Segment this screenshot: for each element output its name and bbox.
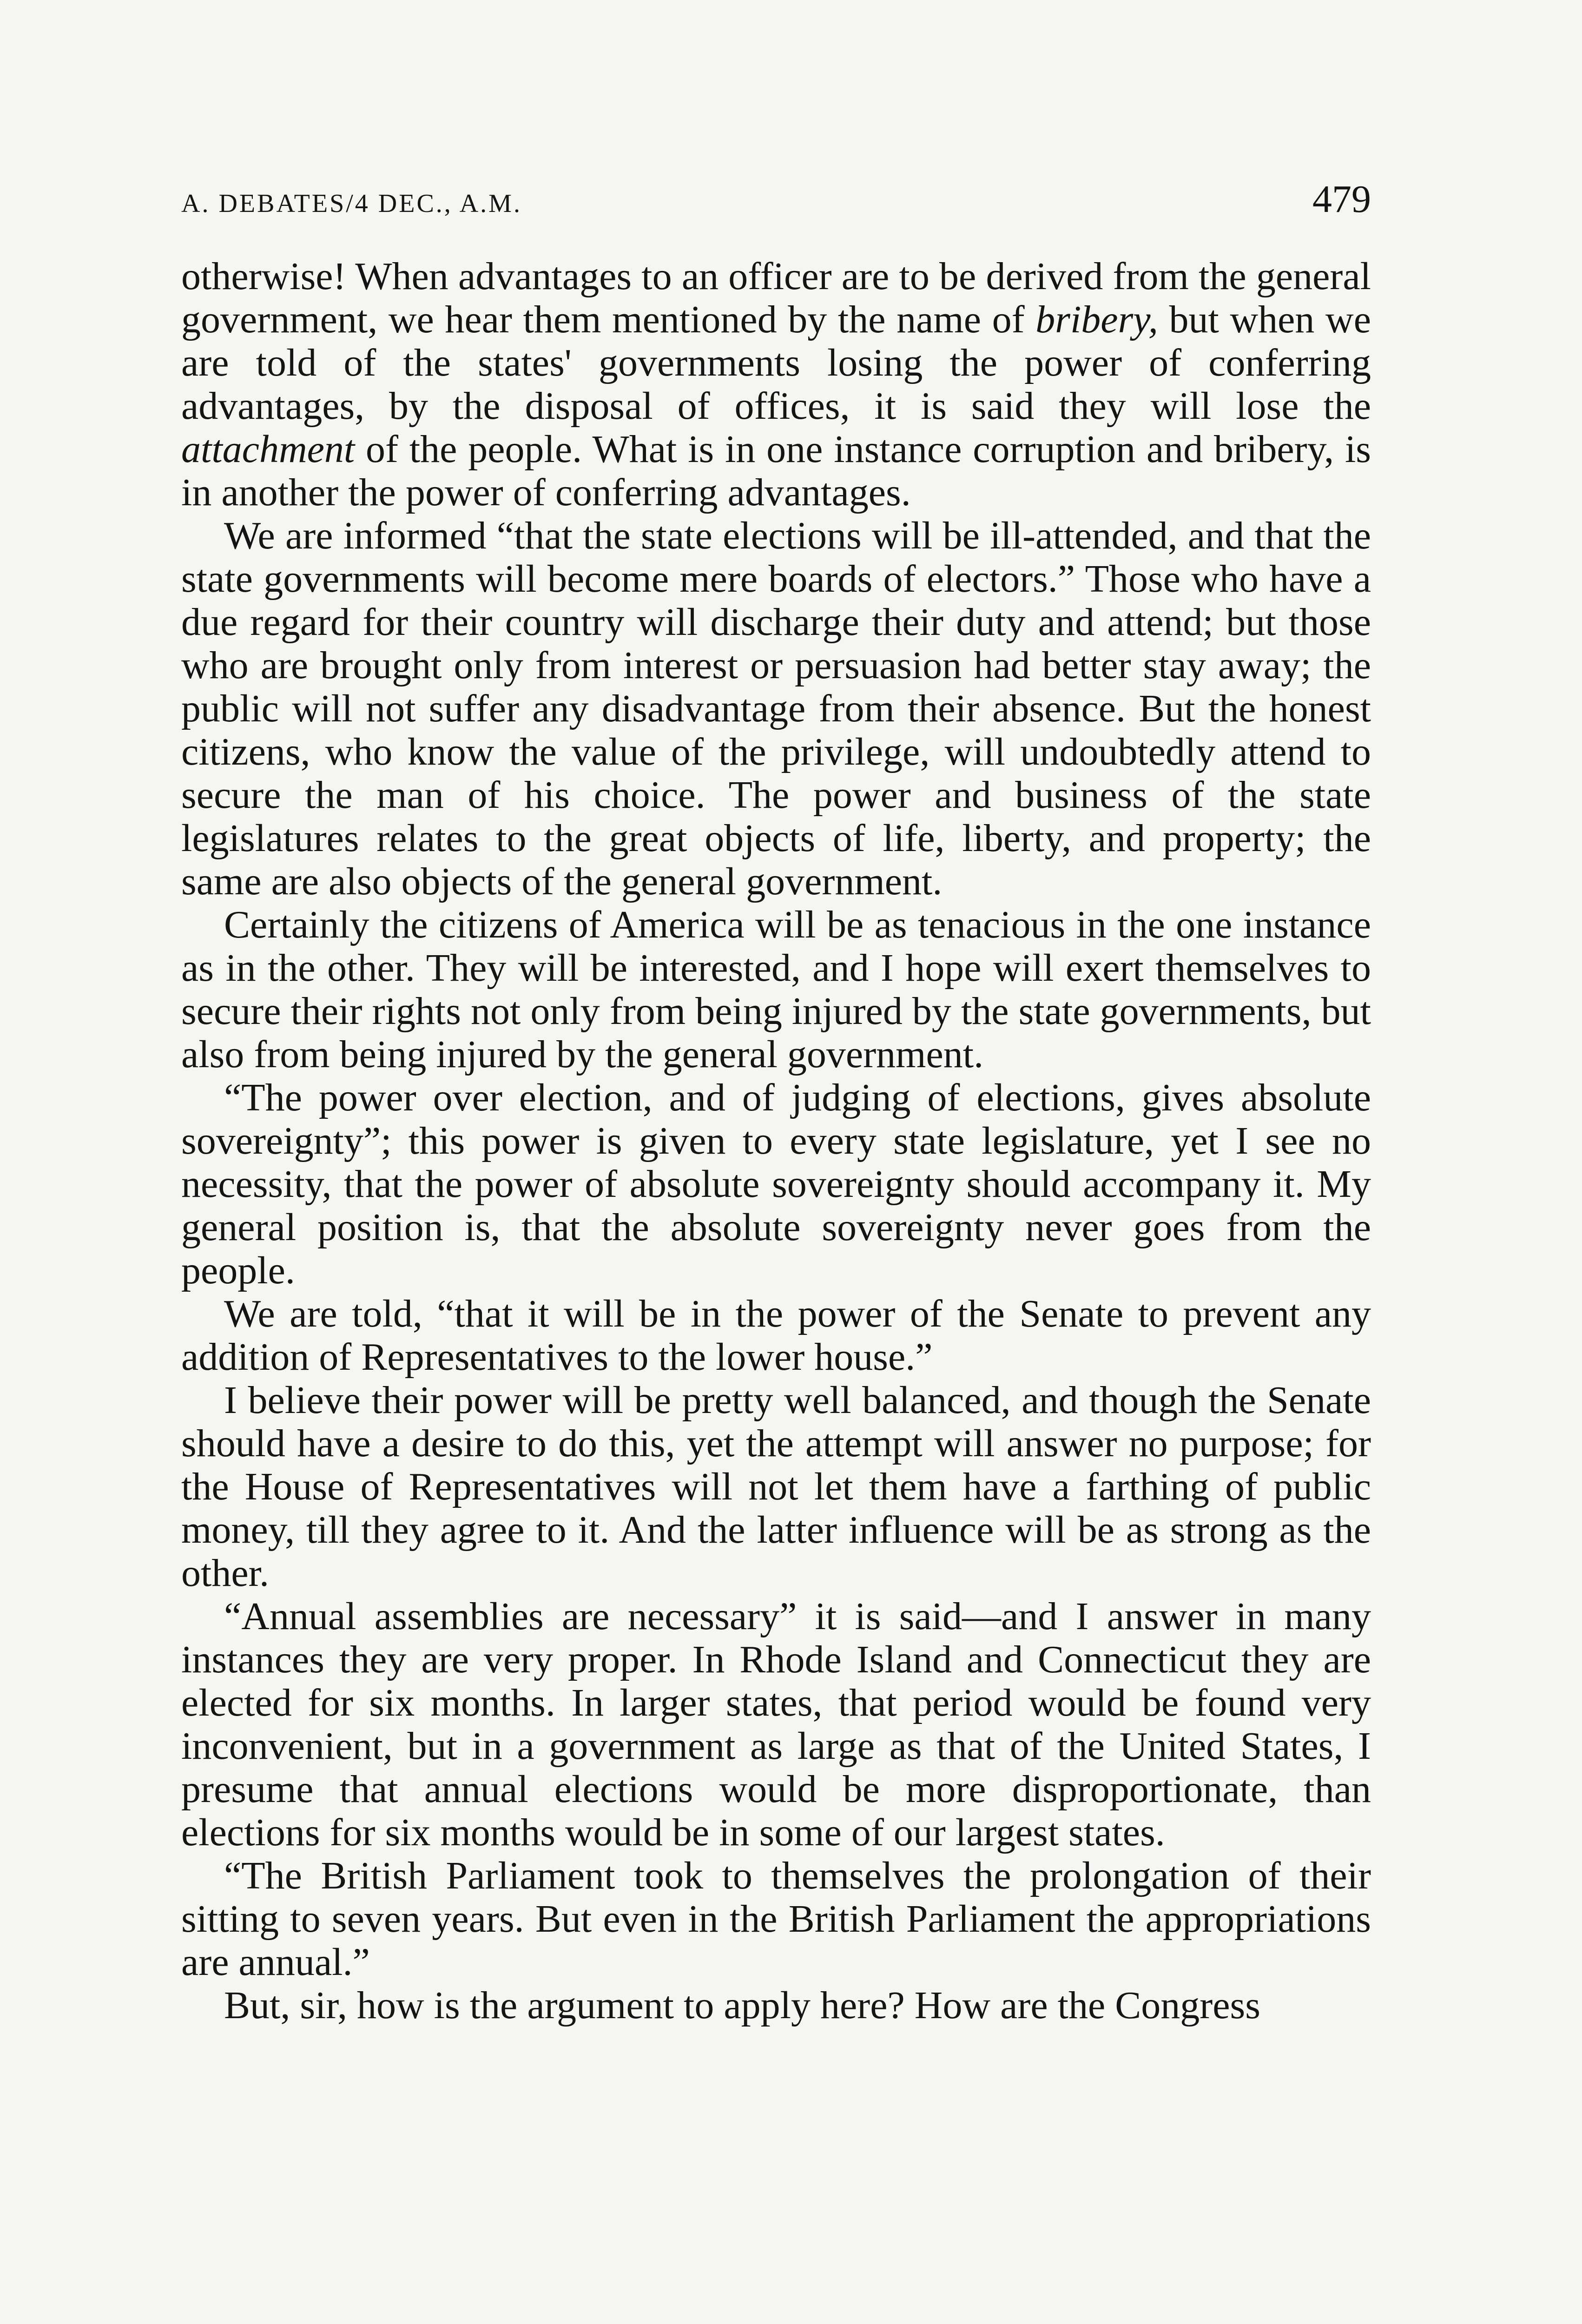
- paragraph: We are informed “that the state elections will be ill-attended, and that the state governments will become mere boards of electors.” Those who have a due regard for their country will discharge their duty and attend; but those who are brought only from interest or persuasion had better stay away; the public will not suffer any disadvantage from their absence. But the honest citizens, who know the value of the privilege, will undoubtedly attend to secure the man of his choice. The power and business of the state legislatures relates to the great objects of life, liberty, and property; the same are also objects of the general government.: [181, 514, 1371, 903]
- paragraph: [181, 255, 1371, 514]
- paragraph: I believe their power will be pretty well balanced, and though the Senate should have a desire to do this, yet the attempt will answer no purpose; for the House of Representatives will not let them have a farthing of public money, till they agree to it. And the latter influence will be as strong as the other.: [181, 1379, 1371, 1595]
- running-head: A. DEBATES/4 DEC., A.M.: [181, 189, 522, 218]
- paragraph: But, sir, how is the argument to apply here? How are the Congress: [224, 1984, 1260, 2027]
- italic-term: bribery,: [1035, 298, 1158, 341]
- paragraph-text: otherwise! When advantages to an officer are to be derived from the general government, we hear them mentioned by the name of: [181, 255, 1371, 341]
- paragraph: We are told, “that it will be in the power of the Senate to prevent any addition of Representatives to the lower house.”: [181, 1292, 1371, 1379]
- paragraph-text: but when we are told of the states' governments losing the power of conferring advantages, by the disposal of offices, it is said they will lose the: [181, 298, 1371, 428]
- paragraph: “The British Parliament took to themselves the prolongation of their sitting to seven years. But even in the British Parliament the appropriations are annual.”: [181, 1854, 1371, 1984]
- page-header: [181, 177, 1371, 228]
- body-text: [181, 255, 1371, 2027]
- paragraph: Certainly the citizens of America will be as tenacious in the one instance as in the other. They will be interested, and I hope will exert themselves to secure their rights not only from being injured by the state governments, but also from being injured by the general government.: [181, 903, 1371, 1076]
- italic-term: attachment: [181, 428, 355, 471]
- page-number: 479: [1312, 178, 1371, 221]
- paragraph-text: of the people. What is in one instance corruption and bribery, is in another the power of conferring advantages.: [181, 428, 1371, 514]
- paragraph: “Annual assemblies are necessary” it is said—and I answer in many instances they are very proper. In Rhode Island and Connecticut they are elected for six months. In larger states, that period would be found very inconvenient, but in a government as large as that of the United States, I presume that annual elections would be more disproportionate, than elections for six months would be in some of our largest states.: [181, 1595, 1371, 1854]
- paragraph: “The power over election, and of judging of elections, gives absolute sovereignty”; this power is given to every state legislature, yet I see no necessity, that the power of absolute sovereignty should accompany it. My general position is, that the absolute sovereignty never goes from the people.: [181, 1076, 1371, 1292]
